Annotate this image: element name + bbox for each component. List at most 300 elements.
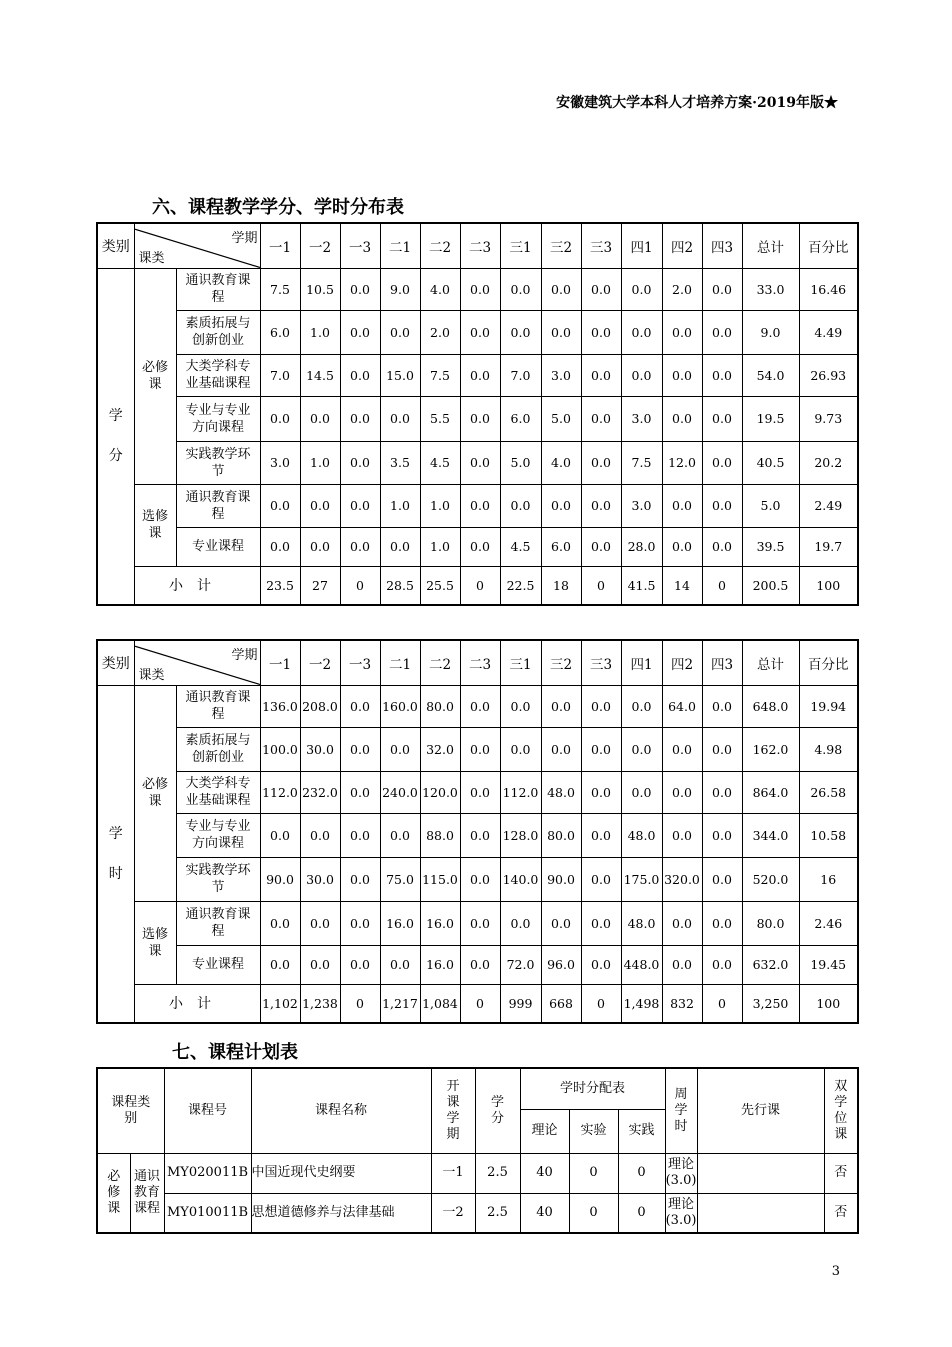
group-elective: 选修课: [134, 484, 176, 566]
value-cell: 0.0: [581, 813, 621, 857]
subtotal-value-cell: 0: [581, 984, 621, 1023]
percent-cell: 16.46: [799, 268, 858, 310]
value-cell: 0.0: [340, 268, 380, 310]
value-cell: 0.0: [702, 484, 742, 527]
value-cell: 0.0: [340, 771, 380, 813]
value-cell: 0.0: [702, 527, 742, 566]
value-cell: 0.0: [621, 268, 662, 310]
course-type-label: 大类学科专业基础课程: [176, 771, 260, 813]
value-cell: 3.0: [621, 484, 662, 527]
value-cell: 30.0: [300, 727, 340, 771]
value-cell: 90.0: [260, 857, 300, 901]
value-cell: 136.0: [260, 685, 300, 727]
table-row: [97, 727, 858, 771]
value-cell: 0.0: [380, 396, 420, 441]
category-char: 学: [108, 408, 123, 425]
value-cell: 48.0: [621, 901, 662, 945]
course-type-label: 实践教学环节: [176, 441, 260, 484]
value-cell: 0.0: [340, 685, 380, 727]
value-cell: 240.0: [380, 771, 420, 813]
course-name: 中国近现代史纲要: [251, 1153, 431, 1193]
value-cell: 0.0: [662, 771, 702, 813]
value-cell: 0.0: [662, 396, 702, 441]
header-hours-allocation: 学时分配表: [520, 1068, 665, 1109]
percent-cell: 26.93: [799, 354, 858, 396]
value-cell: 0.0: [702, 771, 742, 813]
value-cell: 0.0: [380, 813, 420, 857]
value-cell: 0.0: [581, 771, 621, 813]
value-cell: 2.0: [420, 310, 460, 354]
value-cell: 4.0: [420, 268, 460, 310]
header-credit: 学分: [475, 1068, 520, 1153]
percent-cell: 19.7: [799, 527, 858, 566]
value-cell: 16.0: [380, 901, 420, 945]
value-cell: 3.0: [260, 441, 300, 484]
value-cell: 0.0: [541, 901, 581, 945]
value-cell: 16.0: [420, 901, 460, 945]
value-cell: 30.0: [300, 857, 340, 901]
total-cell: 33.0: [742, 268, 799, 310]
header-diagonal-cell: [134, 640, 260, 685]
value-cell: 0.0: [500, 268, 541, 310]
subtotal-total-cell: 3,250: [742, 984, 799, 1023]
course-type-label: 通识教育课程: [176, 685, 260, 727]
value-cell: 0.0: [260, 945, 300, 984]
course-type-label: 专业课程: [176, 945, 260, 984]
section-title-course-plan: 七、课程计划表: [172, 1042, 298, 1063]
value-cell: 0.0: [300, 813, 340, 857]
value-cell: 0.0: [460, 685, 500, 727]
value-cell: 1.0: [420, 527, 460, 566]
value-cell: 0.0: [581, 310, 621, 354]
percent-cell: 16: [799, 857, 858, 901]
header-course-code: 课程号: [164, 1068, 251, 1153]
header-semester-col: 四3: [702, 640, 742, 685]
course-semester: 一2: [431, 1193, 475, 1233]
page-number: 3: [831, 1264, 840, 1279]
value-cell: 0.0: [702, 354, 742, 396]
value-cell: 0.0: [460, 901, 500, 945]
table-row: [97, 1193, 858, 1233]
value-cell: 0.0: [541, 310, 581, 354]
value-cell: 0.0: [260, 396, 300, 441]
course-credit: 2.5: [475, 1153, 520, 1193]
header-semester-col: 二3: [460, 223, 500, 268]
header-course-type: 课类: [138, 250, 165, 266]
percent-cell: 19.45: [799, 945, 858, 984]
value-cell: 0.0: [460, 268, 500, 310]
subtotal-value-cell: 14: [662, 566, 702, 605]
value-cell: 208.0: [300, 685, 340, 727]
header-semester-col: 三2: [541, 640, 581, 685]
value-cell: 0.0: [300, 396, 340, 441]
header-percent: 百分比: [799, 223, 858, 268]
percent-cell: 10.58: [799, 813, 858, 857]
header-course-name: 课程名称: [251, 1068, 431, 1153]
value-cell: 0.0: [340, 727, 380, 771]
value-cell: 0.0: [702, 310, 742, 354]
subtotal-value-cell: 18: [541, 566, 581, 605]
plan-subgroup-general: 通识教育课程: [130, 1153, 164, 1233]
course-type-label: 通识教育课程: [176, 268, 260, 310]
value-cell: 112.0: [500, 771, 541, 813]
value-cell: 448.0: [621, 945, 662, 984]
value-cell: 3.0: [541, 354, 581, 396]
value-cell: 0.0: [702, 901, 742, 945]
value-cell: 2.0: [662, 268, 702, 310]
value-cell: 48.0: [541, 771, 581, 813]
header-practice: 实践: [618, 1109, 665, 1153]
course-type-label: 专业与专业方向课程: [176, 813, 260, 857]
table-row: [97, 685, 858, 727]
header-semester: 学期: [231, 231, 258, 246]
value-cell: 0.0: [581, 484, 621, 527]
value-cell: 0.0: [300, 901, 340, 945]
category-char: 时: [108, 865, 123, 882]
value-cell: 0.0: [702, 685, 742, 727]
header-diagonal-cell: [134, 223, 260, 268]
value-cell: 6.0: [500, 396, 541, 441]
value-cell: 48.0: [621, 813, 662, 857]
value-cell: 64.0: [662, 685, 702, 727]
course-type-label: 大类学科专业基础课程: [176, 354, 260, 396]
table-row: [97, 396, 858, 441]
subtotal-label: 小计: [134, 984, 260, 1023]
value-cell: 7.5: [260, 268, 300, 310]
value-cell: 140.0: [500, 857, 541, 901]
subtotal-value-cell: 0: [702, 566, 742, 605]
value-cell: 0.0: [500, 310, 541, 354]
course-experiment: 0: [569, 1193, 618, 1233]
percent-cell: 26.58: [799, 771, 858, 813]
value-cell: 0.0: [340, 527, 380, 566]
value-cell: 14.5: [300, 354, 340, 396]
value-cell: 90.0: [541, 857, 581, 901]
group-elective: 选修课: [134, 901, 176, 984]
header-semester-col: 二1: [380, 223, 420, 268]
header-semester-col: 三3: [581, 640, 621, 685]
value-cell: 3.0: [621, 396, 662, 441]
value-cell: 0.0: [581, 901, 621, 945]
value-cell: 0.0: [662, 901, 702, 945]
value-cell: 0.0: [500, 901, 541, 945]
value-cell: 0.0: [581, 945, 621, 984]
value-cell: 1.0: [300, 441, 340, 484]
table-row: [97, 310, 858, 354]
header-category: 类别: [97, 223, 134, 268]
value-cell: 0.0: [460, 527, 500, 566]
value-cell: 7.5: [621, 441, 662, 484]
value-cell: 0.0: [581, 396, 621, 441]
total-cell: 864.0: [742, 771, 799, 813]
category-hours: [97, 685, 134, 1023]
course-prerequisite: [697, 1193, 824, 1233]
value-cell: 0.0: [702, 945, 742, 984]
value-cell: 5.5: [420, 396, 460, 441]
subtotal-value-cell: 23.5: [260, 566, 300, 605]
value-cell: 0.0: [340, 901, 380, 945]
subtotal-total-cell: 200.5: [742, 566, 799, 605]
value-cell: 0.0: [662, 484, 702, 527]
value-cell: 0.0: [340, 857, 380, 901]
course-practice: 0: [618, 1193, 665, 1233]
value-cell: 0.0: [300, 527, 340, 566]
header-total: 总计: [742, 223, 799, 268]
value-cell: 0.0: [702, 813, 742, 857]
header-semester: 学期: [231, 648, 258, 663]
value-cell: 96.0: [541, 945, 581, 984]
header-semester-col: 三3: [581, 223, 621, 268]
course-type-label: 通识教育课程: [176, 484, 260, 527]
value-cell: 0.0: [662, 354, 702, 396]
total-cell: 19.5: [742, 396, 799, 441]
total-cell: 9.0: [742, 310, 799, 354]
value-cell: 28.0: [621, 527, 662, 566]
header-semester-col: 二2: [420, 640, 460, 685]
value-cell: 72.0: [500, 945, 541, 984]
value-cell: 3.5: [380, 441, 420, 484]
value-cell: 5.0: [541, 396, 581, 441]
subtotal-value-cell: 668: [541, 984, 581, 1023]
subtotal-value-cell: 27: [300, 566, 340, 605]
header-total: 总计: [742, 640, 799, 685]
table-row: [97, 484, 858, 527]
value-cell: 320.0: [662, 857, 702, 901]
course-code: MY010011B: [164, 1193, 251, 1233]
course-practice: 0: [618, 1153, 665, 1193]
header-prerequisite: 先行课: [697, 1068, 824, 1153]
value-cell: 80.0: [420, 685, 460, 727]
value-cell: 7.0: [500, 354, 541, 396]
subtotal-value-cell: 999: [500, 984, 541, 1023]
value-cell: 0.0: [260, 527, 300, 566]
value-cell: 7.5: [420, 354, 460, 396]
header-semester-col: 三1: [500, 223, 541, 268]
course-double-degree: 否: [824, 1153, 858, 1193]
value-cell: 0.0: [662, 727, 702, 771]
course-plan-table: [96, 1067, 859, 1234]
value-cell: 0.0: [621, 771, 662, 813]
value-cell: 4.5: [500, 527, 541, 566]
subtotal-percent-cell: 100: [799, 984, 858, 1023]
table-row: [97, 813, 858, 857]
value-cell: 6.0: [260, 310, 300, 354]
value-cell: 128.0: [500, 813, 541, 857]
value-cell: 0.0: [541, 685, 581, 727]
value-cell: 0.0: [380, 945, 420, 984]
value-cell: 0.0: [581, 727, 621, 771]
value-cell: 0.0: [702, 857, 742, 901]
value-cell: 0.0: [340, 310, 380, 354]
total-cell: 520.0: [742, 857, 799, 901]
table-row: [97, 771, 858, 813]
hours-distribution-table: [96, 639, 859, 1024]
subtotal-value-cell: 28.5: [380, 566, 420, 605]
course-theory: 40: [520, 1193, 569, 1233]
value-cell: 0.0: [541, 484, 581, 527]
header-semester-col: 四2: [662, 223, 702, 268]
value-cell: 0.0: [702, 441, 742, 484]
percent-cell: 2.49: [799, 484, 858, 527]
header-semester-open: 开课学期: [431, 1068, 475, 1153]
header-semester-col: 四1: [621, 223, 662, 268]
percent-cell: 20.2: [799, 441, 858, 484]
value-cell: 0.0: [621, 310, 662, 354]
value-cell: 0.0: [581, 527, 621, 566]
percent-cell: 4.98: [799, 727, 858, 771]
value-cell: 12.0: [662, 441, 702, 484]
course-double-degree: 否: [824, 1193, 858, 1233]
subtotal-value-cell: 0: [702, 984, 742, 1023]
value-cell: 0.0: [340, 396, 380, 441]
total-cell: 162.0: [742, 727, 799, 771]
value-cell: 15.0: [380, 354, 420, 396]
value-cell: 4.0: [541, 441, 581, 484]
value-cell: 0.0: [460, 310, 500, 354]
subtotal-value-cell: 22.5: [500, 566, 541, 605]
value-cell: 75.0: [380, 857, 420, 901]
value-cell: 175.0: [621, 857, 662, 901]
table-row: [97, 441, 858, 484]
header-semester-col: 二2: [420, 223, 460, 268]
course-experiment: 0: [569, 1153, 618, 1193]
header-semester-col: 一3: [340, 223, 380, 268]
header-semester-col: 一2: [300, 223, 340, 268]
value-cell: 0.0: [460, 771, 500, 813]
course-code: MY020011B: [164, 1153, 251, 1193]
course-theory: 40: [520, 1153, 569, 1193]
course-weekly-hours: 理论(3.0): [665, 1153, 697, 1193]
course-credit: 2.5: [475, 1193, 520, 1233]
total-cell: 5.0: [742, 484, 799, 527]
subtotal-value-cell: 1,498: [621, 984, 662, 1023]
category-char: 分: [108, 448, 123, 465]
subtotal-value-cell: 1,084: [420, 984, 460, 1023]
value-cell: 0.0: [662, 813, 702, 857]
course-type-label: 素质拓展与创新创业: [176, 727, 260, 771]
subtotal-percent-cell: 100: [799, 566, 858, 605]
header-semester-col: 二1: [380, 640, 420, 685]
header-course-category: 课程类别: [97, 1068, 164, 1153]
value-cell: 0.0: [500, 727, 541, 771]
value-cell: 0.0: [621, 727, 662, 771]
subtotal-value-cell: 0: [460, 566, 500, 605]
value-cell: 0.0: [581, 857, 621, 901]
subtotal-value-cell: 0: [581, 566, 621, 605]
value-cell: 0.0: [581, 268, 621, 310]
table-row: [97, 857, 858, 901]
total-cell: 344.0: [742, 813, 799, 857]
subtotal-value-cell: 1,217: [380, 984, 420, 1023]
value-cell: 1.0: [300, 310, 340, 354]
value-cell: 0.0: [340, 813, 380, 857]
course-prerequisite: [697, 1153, 824, 1193]
value-cell: 0.0: [702, 396, 742, 441]
subtotal-label: 小计: [134, 566, 260, 605]
header-percent: 百分比: [799, 640, 858, 685]
header-double-degree: 双学位课: [824, 1068, 858, 1153]
course-type-label: 专业与专业方向课程: [176, 396, 260, 441]
value-cell: 4.5: [420, 441, 460, 484]
subtotal-value-cell: 832: [662, 984, 702, 1023]
value-cell: 0.0: [260, 813, 300, 857]
subtotal-row: [97, 984, 858, 1023]
value-cell: 0.0: [380, 727, 420, 771]
course-type-label: 通识教育课程: [176, 901, 260, 945]
value-cell: 0.0: [460, 396, 500, 441]
value-cell: 1.0: [420, 484, 460, 527]
value-cell: 1.0: [380, 484, 420, 527]
credits-distribution-table: [96, 222, 859, 606]
header-experiment: 实验: [569, 1109, 618, 1153]
value-cell: 0.0: [541, 268, 581, 310]
subtotal-value-cell: 41.5: [621, 566, 662, 605]
category-credits: [97, 268, 134, 605]
table-row: [97, 268, 858, 310]
value-cell: 0.0: [581, 354, 621, 396]
header-semester-col: 一1: [260, 640, 300, 685]
course-type-label: 素质拓展与创新创业: [176, 310, 260, 354]
course-weekly-hours: 理论(3.0): [665, 1193, 697, 1233]
percent-cell: 4.49: [799, 310, 858, 354]
value-cell: 0.0: [460, 727, 500, 771]
subtotal-row: [97, 566, 858, 605]
value-cell: 120.0: [420, 771, 460, 813]
subtotal-value-cell: 25.5: [420, 566, 460, 605]
value-cell: 5.0: [500, 441, 541, 484]
course-name: 思想道德修养与法律基础: [251, 1193, 431, 1233]
table-row: [97, 527, 858, 566]
value-cell: 115.0: [420, 857, 460, 901]
header-course-type: 课类: [138, 667, 165, 683]
group-required: 必修课: [134, 268, 176, 484]
value-cell: 0.0: [500, 685, 541, 727]
header-semester-col: 三1: [500, 640, 541, 685]
total-cell: 40.5: [742, 441, 799, 484]
subtotal-value-cell: 0: [460, 984, 500, 1023]
header-semester-col: 一2: [300, 640, 340, 685]
subtotal-value-cell: 1,102: [260, 984, 300, 1023]
value-cell: 10.5: [300, 268, 340, 310]
header-semester-col: 四3: [702, 223, 742, 268]
value-cell: 0.0: [260, 901, 300, 945]
page-header: 安徽建筑大学本科人才培养方案·2019年版★: [556, 95, 838, 111]
header-semester-col: 四2: [662, 640, 702, 685]
table-row: [97, 945, 858, 984]
value-cell: 0.0: [260, 484, 300, 527]
header-semester-col: 一1: [260, 223, 300, 268]
header-semester-col: 四1: [621, 640, 662, 685]
value-cell: 80.0: [541, 813, 581, 857]
value-cell: 232.0: [300, 771, 340, 813]
value-cell: 0.0: [340, 354, 380, 396]
header-semester-col: 二3: [460, 640, 500, 685]
value-cell: 100.0: [260, 727, 300, 771]
percent-cell: 2.46: [799, 901, 858, 945]
value-cell: 16.0: [420, 945, 460, 984]
total-cell: 54.0: [742, 354, 799, 396]
value-cell: 0.0: [460, 813, 500, 857]
value-cell: 0.0: [380, 310, 420, 354]
value-cell: 0.0: [300, 945, 340, 984]
value-cell: 0.0: [581, 685, 621, 727]
plan-group-required: 必修课: [97, 1153, 130, 1233]
value-cell: 0.0: [460, 354, 500, 396]
total-cell: 39.5: [742, 527, 799, 566]
course-type-label: 专业课程: [176, 527, 260, 566]
total-cell: 80.0: [742, 901, 799, 945]
value-cell: 0.0: [460, 484, 500, 527]
